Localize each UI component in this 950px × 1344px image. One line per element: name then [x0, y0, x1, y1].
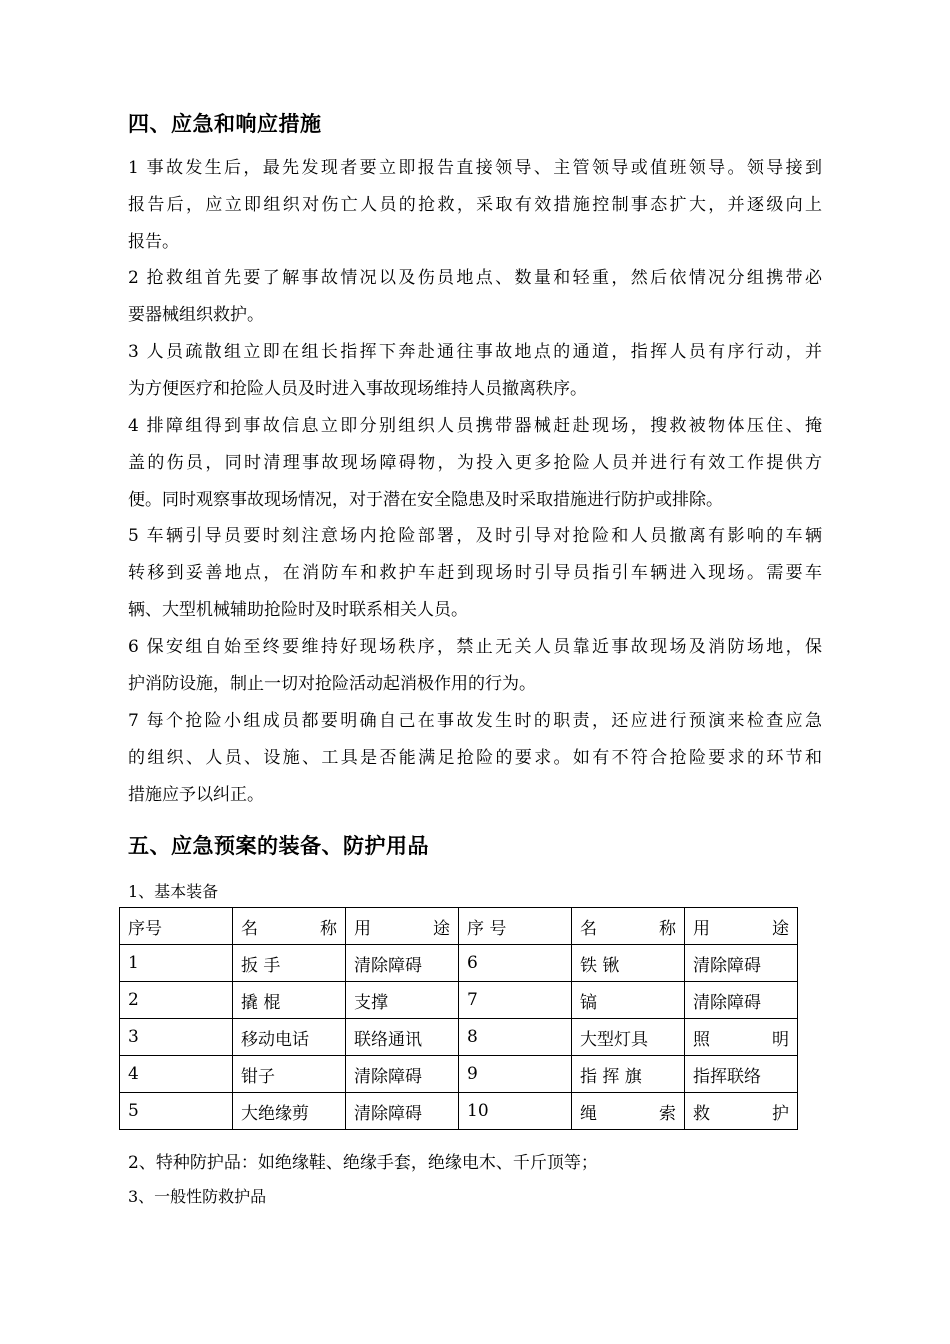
- table-cell: [685, 945, 798, 982]
- paragraph-2: [128, 260, 822, 334]
- paragraph-1: [128, 150, 822, 261]
- table-cell: [572, 908, 685, 945]
- table-cell: [572, 982, 685, 1019]
- table-cell: [233, 945, 346, 982]
- paragraph-line: 辆、大型机械辅助抢险时及时联系相关人员。: [128, 600, 468, 620]
- table-cell: [459, 1056, 572, 1093]
- table-cell: [685, 1056, 798, 1093]
- paragraph-line: 盖的伤员，同时清理事故现场障碍物，为投入更多抢险人员并进行有效工作提供方: [128, 453, 822, 473]
- cell-text: 名 称: [580, 918, 676, 939]
- cell-text: 1: [128, 953, 139, 973]
- cell-text: 用 途: [354, 918, 450, 939]
- table-cell: [572, 1056, 685, 1093]
- paragraph-line: 1 事故发生后，最先发现者要立即报告直接领导、主管领导或值班领导。领导接到: [128, 158, 822, 178]
- table-cell: [120, 1056, 233, 1093]
- table-row: [120, 982, 798, 1019]
- cell-text: 7: [467, 990, 478, 1010]
- cell-text: 序号: [128, 918, 162, 939]
- cell-text: 钳子: [241, 1066, 275, 1087]
- table-cell: [233, 908, 346, 945]
- cell-text: 清除障碍: [354, 1103, 422, 1124]
- paragraph-line: 3 人员疏散组立即在组长指挥下奔赴通往事故地点的通道，指挥人员有序行动，并: [128, 342, 822, 362]
- paragraph-line: 便。同时观察事故现场情况，对于潜在安全隐患及时采取措施进行防护或排除。: [128, 490, 723, 510]
- cell-text: 救 护: [693, 1103, 789, 1124]
- table-cell: [459, 945, 572, 982]
- table-cell: [346, 1056, 459, 1093]
- cell-text: 用 途: [693, 918, 789, 939]
- cell-text: 4: [128, 1064, 139, 1084]
- table-cell: [459, 982, 572, 1019]
- cell-text: 联络通讯: [354, 1029, 422, 1050]
- paragraph-7: [128, 703, 822, 814]
- equipment-item-3: 3、一般性防救护品: [128, 1187, 267, 1206]
- cell-text: 9: [467, 1064, 478, 1084]
- cell-text: 8: [467, 1027, 478, 1047]
- table-cell: [346, 982, 459, 1019]
- cell-text: 撬 棍: [241, 992, 281, 1013]
- cell-text: 移动电话: [241, 1029, 309, 1050]
- cell-text: 大绝缘剪: [241, 1103, 309, 1124]
- cell-text: 5: [128, 1101, 139, 1121]
- cell-text: 6: [467, 953, 478, 973]
- table-cell: [459, 1019, 572, 1056]
- table-cell: [459, 908, 572, 945]
- section-5-heading: 五、应急预案的装备、防护用品: [128, 834, 429, 858]
- paragraph-line: 4 排障组得到事故信息立即分别组织人员携带器械赶赴现场，搜救被物体压住、掩: [128, 416, 822, 436]
- table-cell: [572, 945, 685, 982]
- cell-text: 镐: [580, 992, 597, 1013]
- table-cell: [120, 908, 233, 945]
- cell-text: 绳 索: [580, 1103, 676, 1124]
- section-4-heading: 四、应急和响应措施: [128, 112, 322, 136]
- cell-text: 清除障碍: [693, 992, 761, 1013]
- cell-text: 扳 手: [241, 955, 281, 976]
- paragraph-line: 6 保安组自始至终要维持好现场秩序，禁止无关人员靠近事故现场及消防场地，保: [128, 637, 822, 657]
- table-cell: [233, 1056, 346, 1093]
- cell-text: 大型灯具: [580, 1029, 648, 1050]
- cell-text: 清除障碍: [354, 955, 422, 976]
- table-cell: [346, 908, 459, 945]
- table-cell: [233, 982, 346, 1019]
- cell-text: 照 明: [693, 1029, 789, 1050]
- cell-text: 2: [128, 990, 139, 1010]
- cell-text: 指 挥 旗: [580, 1066, 642, 1087]
- table-cell: [120, 982, 233, 1019]
- table-cell: [572, 1093, 685, 1130]
- paragraph-4: [128, 408, 822, 519]
- paragraph-line: 要器械组织救护。: [128, 305, 264, 325]
- paragraph-line: 7 每个抢险小组成员都要明确自己在事故发生时的职责，还应进行预演来检查应急: [128, 711, 822, 731]
- table-cell: [685, 982, 798, 1019]
- cell-text: 支撑: [354, 992, 388, 1013]
- paragraph-line: 护消防设施，制止一切对抢险活动起消极作用的行为。: [128, 674, 536, 694]
- table-cell: [572, 1019, 685, 1056]
- paragraph-6: [128, 629, 822, 703]
- paragraph-line: 2 抢救组首先要了解事故情况以及伤员地点、数量和轻重，然后依情况分组携带必: [128, 268, 822, 288]
- table-cell: [233, 1093, 346, 1130]
- paragraph-line: 转移到妥善地点，在消防车和救护车赶到现场时引导员指引车辆进入现场。需要车: [128, 563, 822, 583]
- cell-text: 指挥联络: [693, 1066, 761, 1087]
- equipment-item-1: 1、基本装备: [128, 882, 219, 901]
- table-row: [120, 1093, 798, 1130]
- table-cell: [346, 945, 459, 982]
- table-row: [120, 1056, 798, 1093]
- paragraph-line: 报告。: [128, 232, 179, 252]
- cell-text: 序 号: [467, 918, 507, 939]
- table-cell: [459, 1093, 572, 1130]
- paragraph-5: [128, 518, 822, 629]
- table-cell: [685, 1093, 798, 1130]
- equipment-table: [119, 907, 798, 1130]
- cell-text: 清除障碍: [354, 1066, 422, 1087]
- cell-text: 10: [467, 1101, 489, 1121]
- cell-text: 名 称: [241, 918, 337, 939]
- table-cell: [120, 945, 233, 982]
- table-cell: [685, 908, 798, 945]
- table-row: [120, 1019, 798, 1056]
- cell-text: 铁 锹: [580, 955, 620, 976]
- paragraph-line: 措施应予以纠正。: [128, 785, 264, 805]
- table-header-row: [120, 908, 798, 945]
- cell-text: 清除障碍: [693, 955, 761, 976]
- table-cell: [120, 1019, 233, 1056]
- table-cell: [346, 1093, 459, 1130]
- cell-text: 3: [128, 1027, 139, 1047]
- table-cell: [346, 1019, 459, 1056]
- paragraph-line: 报告后，应立即组织对伤亡人员的抢救，采取有效措施控制事态扩大，并逐级向上: [128, 195, 822, 215]
- table-cell: [120, 1093, 233, 1130]
- table-cell: [233, 1019, 346, 1056]
- paragraph-line: 为方便医疗和抢险人员及时进入事故现场维持人员撤离秩序。: [128, 379, 587, 399]
- paragraph-line: 5 车辆引导员要时刻注意场内抢险部署，及时引导对抢险和人员撤离有影响的车辆: [128, 526, 822, 546]
- paragraph-line: 的组织、人员、设施、工具是否能满足抢险的要求。如有不符合抢险要求的环节和: [128, 748, 822, 768]
- table-row: [120, 945, 798, 982]
- equipment-item-2: 2、特种防护品：如绝缘鞋、绝缘手套，绝缘电木、千斤顶等；: [128, 1153, 598, 1173]
- paragraph-3: [128, 334, 822, 408]
- table-cell: [685, 1019, 798, 1056]
